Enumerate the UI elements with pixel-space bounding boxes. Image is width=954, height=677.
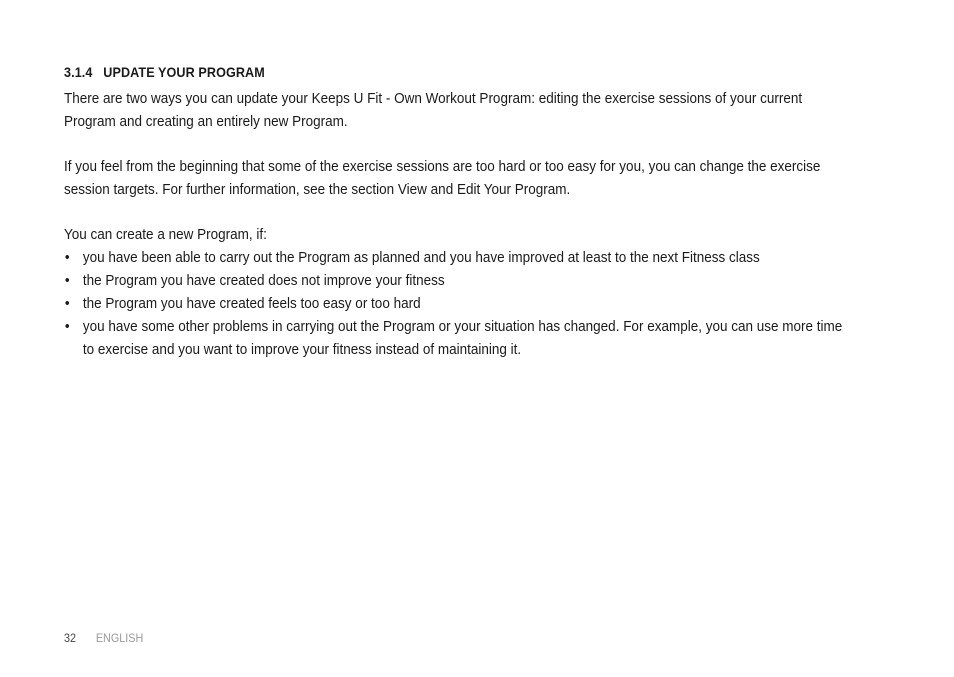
section-heading <box>64 62 802 82</box>
page-number: 32 <box>64 631 77 645</box>
list-item <box>64 269 856 292</box>
list-item-text: the Program you have created does not improve your fitness <box>82 272 445 289</box>
list-item-text: you have some other problems in carrying out the Program or your situation has changed. For example, you can use more time to exercise and you want to improve your fitness instead of maintaining it. <box>82 318 843 358</box>
new-program-conditions-list <box>64 246 856 361</box>
list-item <box>64 315 856 361</box>
list-item <box>64 292 856 315</box>
bullet-icon: • <box>64 318 70 335</box>
list-item-text: you have been able to carry out the Program as planned and you have improved at least to the next Fitness class <box>82 249 760 266</box>
document-page <box>64 62 884 361</box>
footer-language: ENGLISH <box>95 631 144 645</box>
bullet-icon: • <box>64 295 70 312</box>
bullet-icon: • <box>64 272 70 289</box>
paragraph-spacer <box>64 201 884 223</box>
list-item <box>64 246 856 269</box>
new-program-lead-paragraph: You can create a new Program, if: <box>64 226 267 243</box>
paragraph-spacer <box>64 133 884 155</box>
page-footer <box>64 630 143 646</box>
section-title: UPDATE YOUR PROGRAM <box>103 64 265 80</box>
bullet-icon: • <box>64 249 70 266</box>
section-number: 3.1.4 <box>64 64 93 80</box>
intro-paragraph: There are two ways you can update your Keeps U Fit - Own Workout Program: editing the exercise sessions of your current Program and creating an entirely new Program. <box>64 90 803 130</box>
edit-targets-paragraph: If you feel from the beginning that some of the exercise sessions are too hard or too easy for you, you can change the exercise session targets. For further information, see the section View and Edit Your Program. <box>64 158 821 198</box>
list-item-text: the Program you have created feels too easy or too hard <box>82 295 421 312</box>
